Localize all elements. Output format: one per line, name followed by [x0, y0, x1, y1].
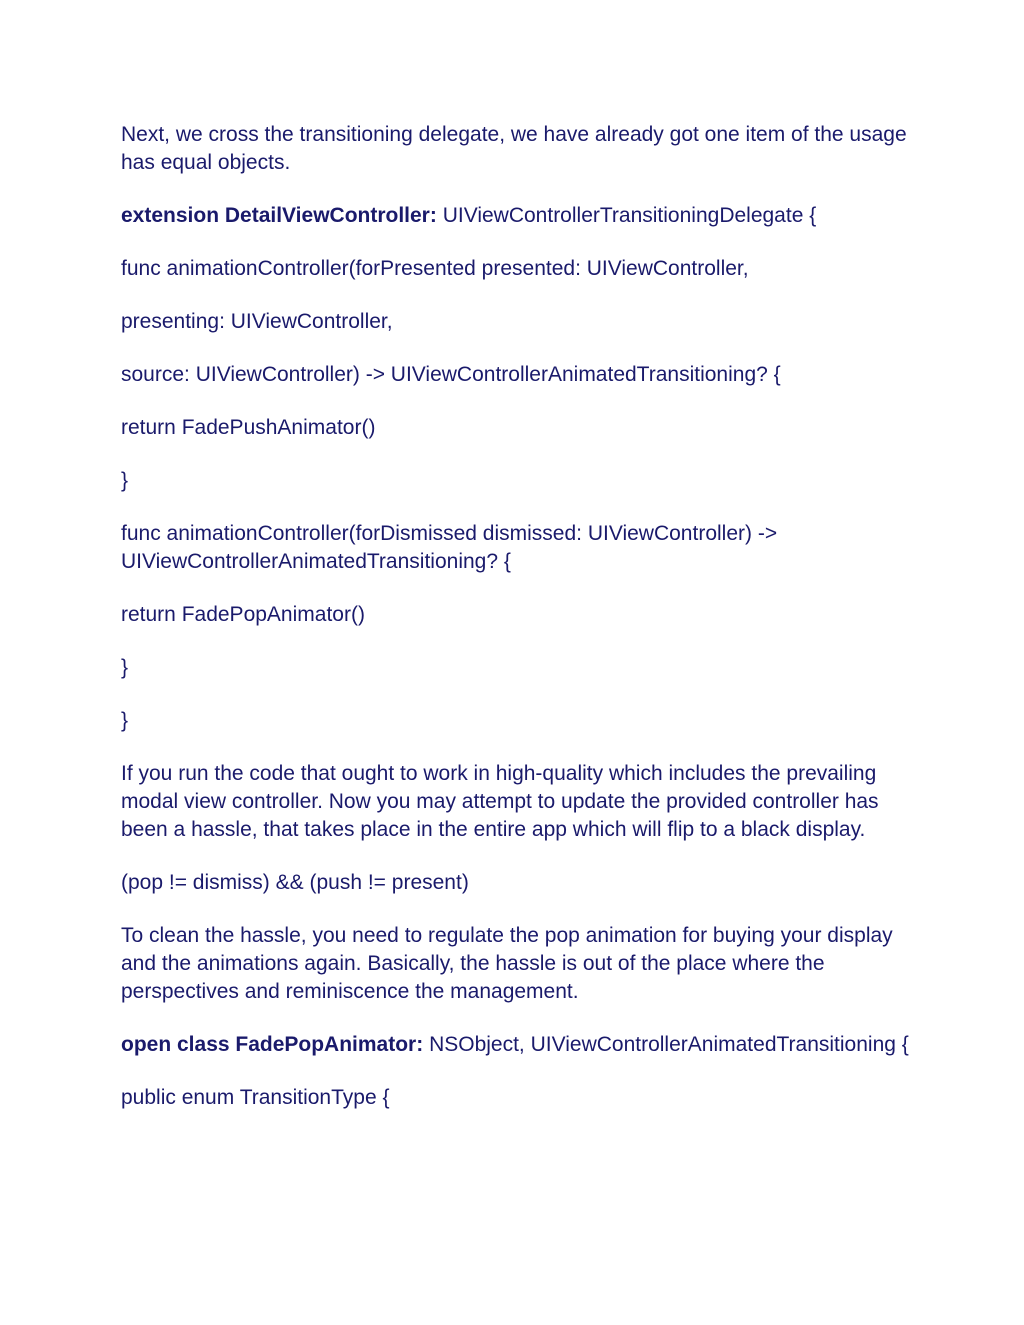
code-extension-declaration: extension DetailViewController: UIViewControllerTransitioningDelegate {	[121, 204, 817, 227]
code-keyword: extension DetailViewController:	[121, 204, 437, 227]
code-line: presenting: UIViewController,	[121, 310, 393, 333]
code-line: public enum TransitionType {	[121, 1086, 390, 1109]
code-keyword: open class FadePopAnimator:	[121, 1033, 424, 1056]
code-line: return FadePushAnimator()	[121, 416, 376, 439]
paragraph-explanation: To clean the hassle, you need to regulate the pop animation for buying your display and the animations again. Basically, the hassle is out of the place where the perspectives and reminiscence the management.	[121, 924, 893, 1003]
code-line: return FadePopAnimator()	[121, 603, 365, 626]
code-class-declaration: open class FadePopAnimator: NSObject, UIViewControllerAnimatedTransitioning {	[121, 1033, 909, 1056]
code-line: }	[121, 656, 129, 679]
paragraph-intro: Next, we cross the transitioning delegate, we have already got one item of the usage has equal objects.	[121, 123, 907, 174]
code-line: (pop != dismiss) && (push != present)	[121, 871, 469, 894]
paragraph-explanation: If you run the code that ought to work in high-quality which includes the prevailing modal view controller. Now you may attempt to update the provided controller has been a hassle, that takes place in the entire app which will flip to a black display.	[121, 762, 879, 841]
code-line: }	[121, 709, 129, 732]
code-line: func animationController(forDismissed dismissed: UIViewController) -> UIViewControllerAnimatedTransitioning? {	[121, 522, 778, 573]
code-line: source: UIViewController) -> UIViewControllerAnimatedTransitioning? {	[121, 363, 781, 386]
code-line: func animationController(forPresented presented: UIViewController,	[121, 257, 749, 280]
code-line: }	[121, 469, 129, 492]
document-page	[121, 121, 911, 1137]
